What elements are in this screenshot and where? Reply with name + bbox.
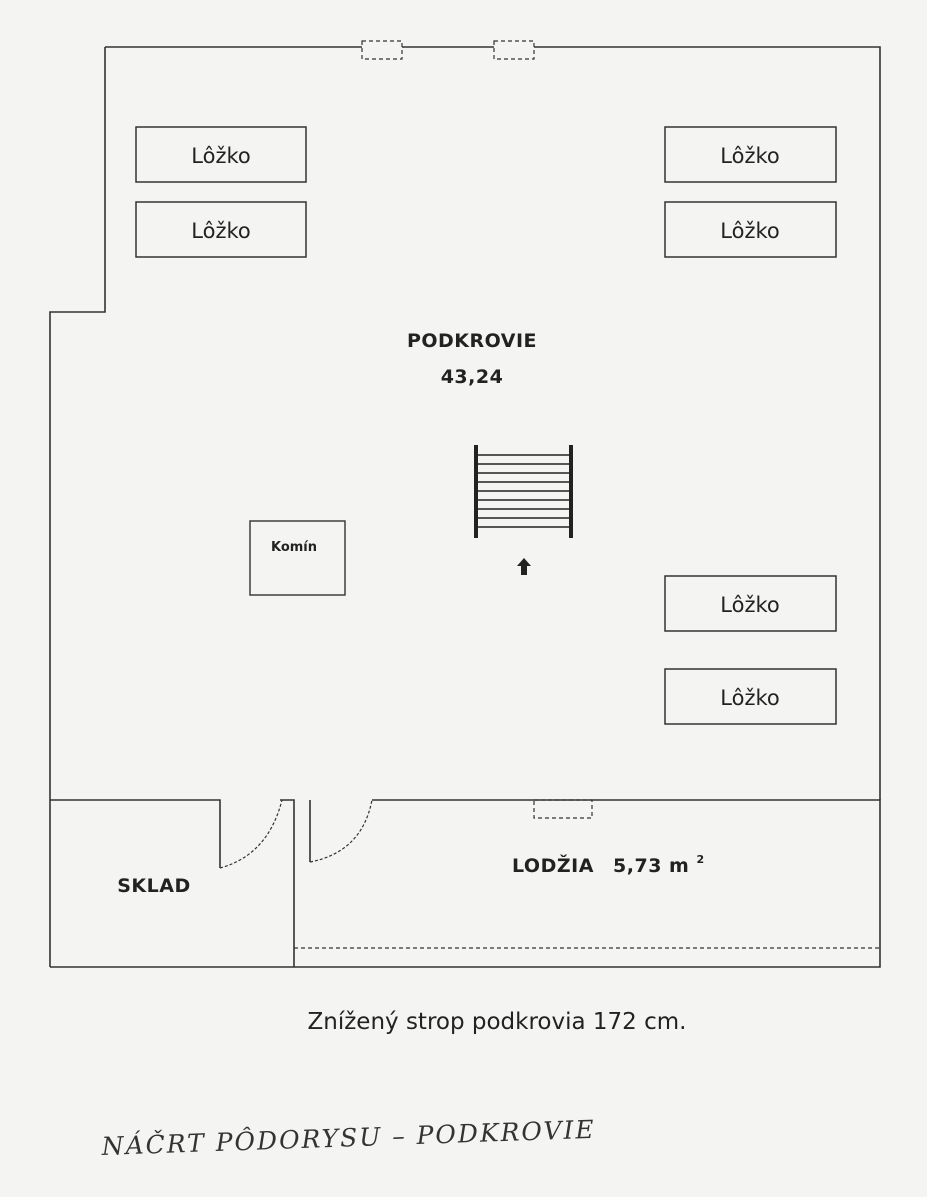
handwritten-title: NÁČRT PÔDORYSU – PODKROVIE: [101, 1114, 597, 1161]
door-loggia-swing: [310, 800, 372, 862]
bed-5-label: Lôžko: [720, 593, 780, 617]
main-room-area: 43,24: [440, 366, 504, 388]
storage-label: SKLAD: [117, 875, 191, 897]
window-top-right: [494, 41, 534, 59]
stair-treads: [478, 455, 569, 527]
beds: [136, 127, 836, 724]
loggia-label: [512, 853, 705, 877]
window-loggia: [534, 800, 592, 818]
walls: [50, 47, 880, 967]
windows: [294, 41, 880, 948]
staircase: [476, 445, 571, 575]
bed-4-label: Lôžko: [720, 219, 780, 243]
ceiling-note: Znížený strop podkrovia 172 cm.: [307, 1009, 687, 1035]
loggia-area-unit-sup: 2: [696, 853, 705, 866]
bed-2-label: Lôžko: [191, 219, 251, 243]
chimney-label: Komín: [270, 540, 318, 555]
outer-wall: [50, 47, 880, 967]
stair-arrow-icon: [517, 558, 531, 575]
bed-3-label: Lôžko: [720, 144, 780, 168]
bed-1-label: Lôžko: [191, 144, 251, 168]
main-room-name: PODKROVIE: [406, 330, 538, 352]
loggia-area: 5,73 m: [613, 855, 690, 877]
chimney: [250, 521, 345, 595]
doors: [220, 800, 372, 868]
door-storage-swing: [220, 800, 282, 868]
window-top-left: [362, 41, 402, 59]
bed-6-label: Lôžko: [720, 686, 780, 710]
loggia-name: LODŽIA: [512, 855, 594, 877]
